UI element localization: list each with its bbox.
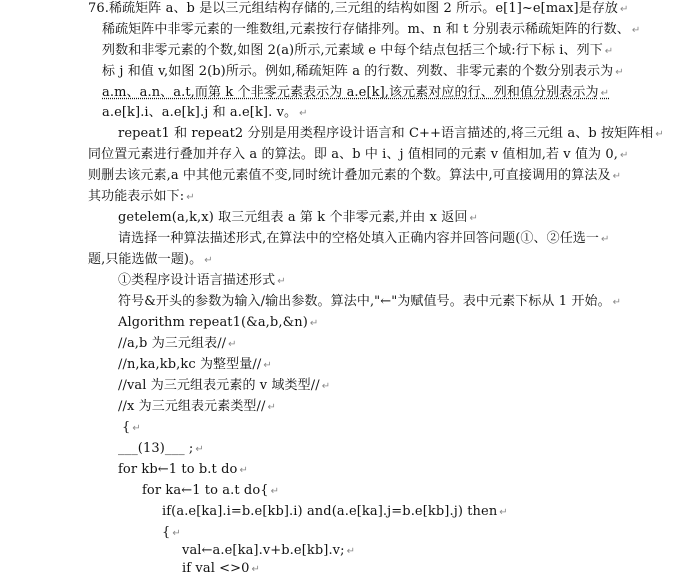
paragraph-mark-icon: ↵ bbox=[239, 465, 248, 476]
problem-line-1: 76.稀疏矩阵 a、b 是以三元组结构存储的,三元组的结构如图 2 所示。e[1]~e[max]是存放 ↵ bbox=[88, 1, 629, 16]
blank-13-line: ___(13)___ ; ↵ bbox=[118, 441, 204, 456]
notation-line: 符号&开头的参数为输入/输出参数。算法中,"←"为赋值号。表中元素下标从 1 开始。 ↵ bbox=[118, 294, 622, 309]
paragraph-mark-icon: ↵ bbox=[346, 546, 356, 557]
paragraph-mark-icon: ↵ bbox=[204, 255, 213, 266]
paragraph-mark-icon: ↵ bbox=[620, 150, 629, 161]
paragraph-mark-icon: ↵ bbox=[604, 46, 614, 57]
paragraph-mark-icon: ↵ bbox=[655, 129, 664, 140]
paragraph-mark-icon: ↵ bbox=[620, 4, 629, 15]
paragraph-mark-icon: ↵ bbox=[172, 528, 181, 539]
if-val-line: if val <>0 ↵ bbox=[182, 561, 261, 576]
problem-line-10: 其功能表示如下: ↵ bbox=[88, 189, 195, 204]
algorithm-header: Algorithm repeat1(&a,b,&n) ↵ bbox=[118, 315, 319, 330]
paragraph-mark-icon: ↵ bbox=[132, 423, 141, 434]
getelem-line: getelem(a,k,x) 取三元组表 a 第 k 个非零元素,并由 x 返回 ↵ bbox=[118, 210, 478, 225]
section-heading: ①类程序设计语言描述形式 ↵ bbox=[118, 273, 286, 288]
open-brace: { ↵ bbox=[122, 420, 141, 435]
paragraph-mark-icon: ↵ bbox=[499, 507, 508, 518]
paragraph-mark-icon: ↵ bbox=[195, 444, 204, 455]
problem-line-7: repeat1 和 repeat2 分别是用类程序设计语言和 C++语言描述的,将三元组 a、b 按矩阵相 ↵ bbox=[118, 126, 664, 141]
paragraph-mark-icon: ↵ bbox=[612, 297, 622, 308]
problem-line-9: 则删去该元素,a 中其他元素值不变,同时统计叠加元素的个数。算法中,可直接调用的算法及 ↵ bbox=[88, 168, 622, 183]
val-assignment-line: val←a.e[ka].v+b.e[kb].v; ↵ bbox=[182, 543, 356, 558]
paragraph-mark-icon: ↵ bbox=[601, 234, 610, 245]
problem-line-2: 稀疏矩阵中非零元素的一维数组,元素按行存储排列。m、n 和 t 分别表示稀疏矩阵的行数、 ↵ bbox=[102, 22, 641, 37]
paragraph-mark-icon: ↵ bbox=[469, 213, 478, 224]
paragraph-mark-icon: ↵ bbox=[251, 564, 261, 575]
problem-line-6: a.e[k].i、a.e[k].j 和 a.e[k]. v。 ↵ bbox=[102, 105, 308, 120]
problem-line-8: 同位置元素进行叠加并存入 a 的算法。即 a、b 中 i、j 值相同的元素 v 值相加,若 v 值为 0, ↵ bbox=[88, 147, 629, 162]
for-kb-line: for kb←1 to b.t do ↵ bbox=[118, 462, 248, 477]
inner-open-brace: { ↵ bbox=[162, 525, 181, 540]
paragraph-mark-icon: ↵ bbox=[277, 276, 286, 287]
paragraph-mark-icon: ↵ bbox=[600, 88, 610, 99]
comment-line-1: //a,b 为三元组表// ↵ bbox=[118, 336, 237, 351]
comment-line-4: //x 为三元组表元素类型// ↵ bbox=[118, 399, 276, 414]
paragraph-mark-icon: ↵ bbox=[615, 67, 624, 78]
paragraph-mark-icon: ↵ bbox=[228, 339, 237, 350]
instruction-line-1: 请选择一种算法描述形式,在算法中的空格处填入正确内容并回答问题(①、②任选一 ↵ bbox=[118, 231, 610, 246]
paragraph-mark-icon: ↵ bbox=[263, 360, 272, 371]
problem-line-3: 列数和非零元素的个数,如图 2(a)所示,元素域 e 中每个结点包括三个域:行下标 i、列下 ↵ bbox=[102, 43, 614, 58]
if-condition-line: if(a.e[ka].i=b.e[kb].i) and(a.e[ka].j=b.e[kb].j) then ↵ bbox=[162, 504, 508, 519]
paragraph-mark-icon: ↵ bbox=[321, 381, 331, 392]
paragraph-mark-icon: ↵ bbox=[186, 192, 195, 203]
paragraph-mark-icon: ↵ bbox=[612, 171, 622, 182]
paragraph-mark-icon: ↵ bbox=[267, 402, 276, 413]
for-ka-line: for ka←1 to a.t do{ ↵ bbox=[142, 483, 280, 498]
problem-line-5: a.m、a.n、a.t,而第 k 个非零元素表示为 a.e[k],该元素对应的行、列和值分别表示为 ↵ bbox=[102, 85, 610, 100]
paragraph-mark-icon: ↵ bbox=[299, 108, 308, 119]
comment-line-2: //n,ka,kb,kc 为整型量// ↵ bbox=[118, 357, 272, 372]
paragraph-mark-icon: ↵ bbox=[309, 318, 319, 329]
problem-line-4: 标 j 和值 v,如图 2(b)所示。例如,稀疏矩阵 a 的行数、列数、非零元素的个数分别表示为 ↵ bbox=[102, 64, 624, 79]
comment-line-3: //val 为三元组表元素的 v 域类型// ↵ bbox=[118, 378, 331, 393]
paragraph-mark-icon: ↵ bbox=[270, 486, 280, 497]
instruction-line-2: 题,只能选做一题)。 ↵ bbox=[88, 252, 213, 267]
paragraph-mark-icon: ↵ bbox=[631, 25, 641, 36]
